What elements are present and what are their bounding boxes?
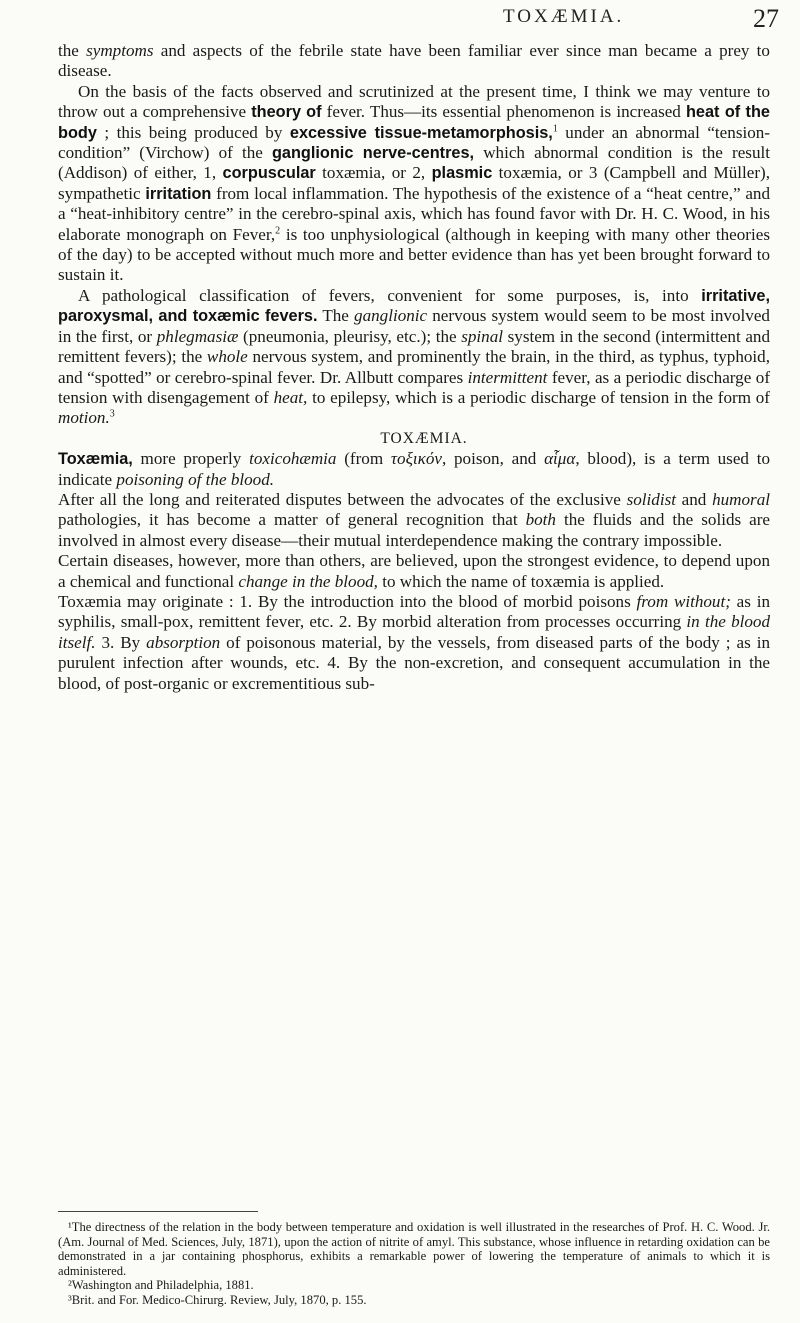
text-run: (pneumonia, pleurisy, etc.); the xyxy=(238,326,462,346)
italic-term: humoral xyxy=(712,489,770,509)
bold-term: heat of the body xyxy=(58,103,770,142)
running-head-title: TOXÆMIA. xyxy=(503,6,625,27)
bold-term: theory xyxy=(251,103,302,122)
footnote-marker: 2 xyxy=(275,224,281,236)
text-run: which abnormal condition is the result (Addison) of either, 1, xyxy=(58,143,770,183)
italic-term: αἷμα xyxy=(544,449,576,469)
italic-term: change in the blood, xyxy=(238,571,378,591)
italic-term: phlegmasiæ xyxy=(156,326,239,346)
text-run: from local inflammation. The hypothesis of the existence of a “heat centre,” and a “heat-inhibitory centre” in the cerebro-spinal axis, which has found favor with Dr. H. C. Wood, in his elaborate monograph on Fever, xyxy=(58,183,771,244)
italic-term: both xyxy=(525,510,556,530)
text-run: , blood), is a term used to indicate xyxy=(58,449,771,489)
bold-term: of xyxy=(306,103,322,122)
italic-term: spinal xyxy=(461,326,503,346)
text-run: pathologies, it has become a matter of general recognition that xyxy=(58,510,526,530)
italic-term: intermittent xyxy=(467,367,548,387)
bold-term: ganglionic nerve-centres, xyxy=(271,144,475,163)
text-run: to epilepsy, which is a periodic discharge of tension in the form of xyxy=(307,387,770,407)
bold-term: irritation xyxy=(145,184,212,203)
text-run: under an abnormal “tension-condition” (Virchow) of the xyxy=(58,122,771,163)
section-heading-toxaemia: TOXÆMIA. xyxy=(380,429,468,447)
italic-term: from without; xyxy=(636,591,731,611)
italic-term: heat, xyxy=(273,387,308,407)
text-run: more properly xyxy=(132,449,250,469)
text-run: toxæmia, or 2, xyxy=(315,163,432,183)
page-number: 27 xyxy=(753,4,779,33)
footnote-3: ³Brit. and For. Medico-Chirurg. Review, July, 1870, p. 155. xyxy=(68,1292,367,1307)
italic-term: poisoning of the blood. xyxy=(116,469,275,489)
footnote-rule xyxy=(58,1211,258,1212)
italic-term: motion. xyxy=(58,408,110,428)
paragraph-chemical-change xyxy=(58,551,770,592)
italic-term: τοξικόν xyxy=(390,449,442,469)
text-run: to which the name of toxæmia is applied. xyxy=(377,571,665,591)
text-run: On the basis of the facts observed and scrutinized at the present time, I think we may venture to throw out a comprehensive xyxy=(58,81,770,122)
bold-term: plasmic xyxy=(431,164,493,183)
text-run: is too unphysiological (although in keeping with many other theories of the day) to be accepted without much more and better evidence than has yet been brought forward to sustain it. xyxy=(58,224,770,285)
text-run: the xyxy=(58,41,87,60)
text-run: fever, as a periodic discharge of tension with disengagement of xyxy=(58,367,771,407)
italic-term: in the blood itself. xyxy=(58,612,771,652)
footnote-2: ²Washington and Philadelphia, 1881. xyxy=(68,1278,254,1293)
paragraph-toxaemia-definition xyxy=(58,449,770,490)
text-run: After all the long and reiterated disputes between the advocates of the exclusive xyxy=(58,489,627,509)
text-run: Toxæmia may originate : 1. By the introduction into the blood of morbid poisons xyxy=(58,591,637,611)
body-text xyxy=(58,41,770,694)
footnote-marker: 1 xyxy=(552,122,558,134)
paragraph-fever-symptoms xyxy=(58,41,770,82)
italic-term: symptoms xyxy=(86,41,154,60)
italic-term: solidist xyxy=(626,489,676,509)
text-run: , poison, and xyxy=(441,449,545,469)
footnote-marker: 3 xyxy=(109,408,115,420)
text-run: the fluids and the solids are involved in almost every disease—their mutual interdependence making the contrary impossible. xyxy=(58,510,770,550)
bold-term: irritative, paroxysmal, and toxæmic fevers. xyxy=(58,286,770,326)
bold-term: excessive tissue-metamorphosis, xyxy=(289,123,553,142)
italic-term: absorption xyxy=(146,632,221,652)
text-run: ; this being produced by xyxy=(96,122,290,142)
text-run: Certain diseases, however, more than others, are believed, upon the strongest evidence, to depend upon a chemical and functional xyxy=(58,551,770,591)
text-run: 3. By xyxy=(95,632,147,652)
text-run: of poisonous material, by the vessels, from diseased parts of the body ; as in purulent infection after wounds, etc. 4. By the non-excretion, and consequent accumulation in the blood, of post-organic or excrementitious sub- xyxy=(58,632,770,693)
text-run: (from xyxy=(336,449,391,469)
italic-term: ganglionic xyxy=(354,306,428,326)
text-run: nervous system would seem to be most involved in the first, or xyxy=(58,306,770,346)
running-head xyxy=(283,4,793,32)
italic-term: toxicohæmia xyxy=(249,449,337,469)
paragraph-fever-theory xyxy=(58,82,770,286)
italic-term: whole xyxy=(206,347,248,367)
footnotes xyxy=(58,1220,770,1308)
text-run: as in syphilis, small-pox, remittent fever, etc. 2. By morbid alteration from processes occurring xyxy=(58,591,770,632)
text-run: toxæmia, or 3 (Campbell and Müller), sympathetic xyxy=(58,163,770,203)
text-run: and aspects of the febrile state have been familiar ever since man became a prey to disease. xyxy=(58,41,770,81)
footnote-1: ¹The directness of the relation in the body between temperature and oxidation is well illustrated in the researches of Prof. H. C. Wood. Jr. (Am. Journal of Med. Sciences, July, 1871), upon the action of nitrite of amyl. This substance, whose influence in retarding oxidation can be demonstrated in a jar containing phosphorus, exhibits a remarkable power of lowering the temperature of animals to which it is administered. xyxy=(58,1220,770,1278)
bold-term: corpuscular xyxy=(222,164,316,183)
paragraph-fever-classification xyxy=(58,286,770,429)
paragraph-solidist-humoral xyxy=(58,490,770,551)
text-run: system in the second (intermittent and remittent fevers); the xyxy=(58,326,770,367)
text-run: The xyxy=(317,306,355,326)
bold-term: Toxæmia, xyxy=(58,450,133,469)
text-run: and xyxy=(675,489,713,509)
text-run: fever. Thus—its essential phenomenon is increased xyxy=(321,102,686,122)
paragraph-toxaemia-origins xyxy=(58,592,770,694)
text-run: nervous system, and prominently the brain, in the third, as typhus, typhoid, and “spotted” or cerebro-spinal fever. Dr. Allbutt compares xyxy=(58,347,770,387)
text-run: A pathological classification of fevers, convenient for some purposes, is, into xyxy=(78,285,702,305)
